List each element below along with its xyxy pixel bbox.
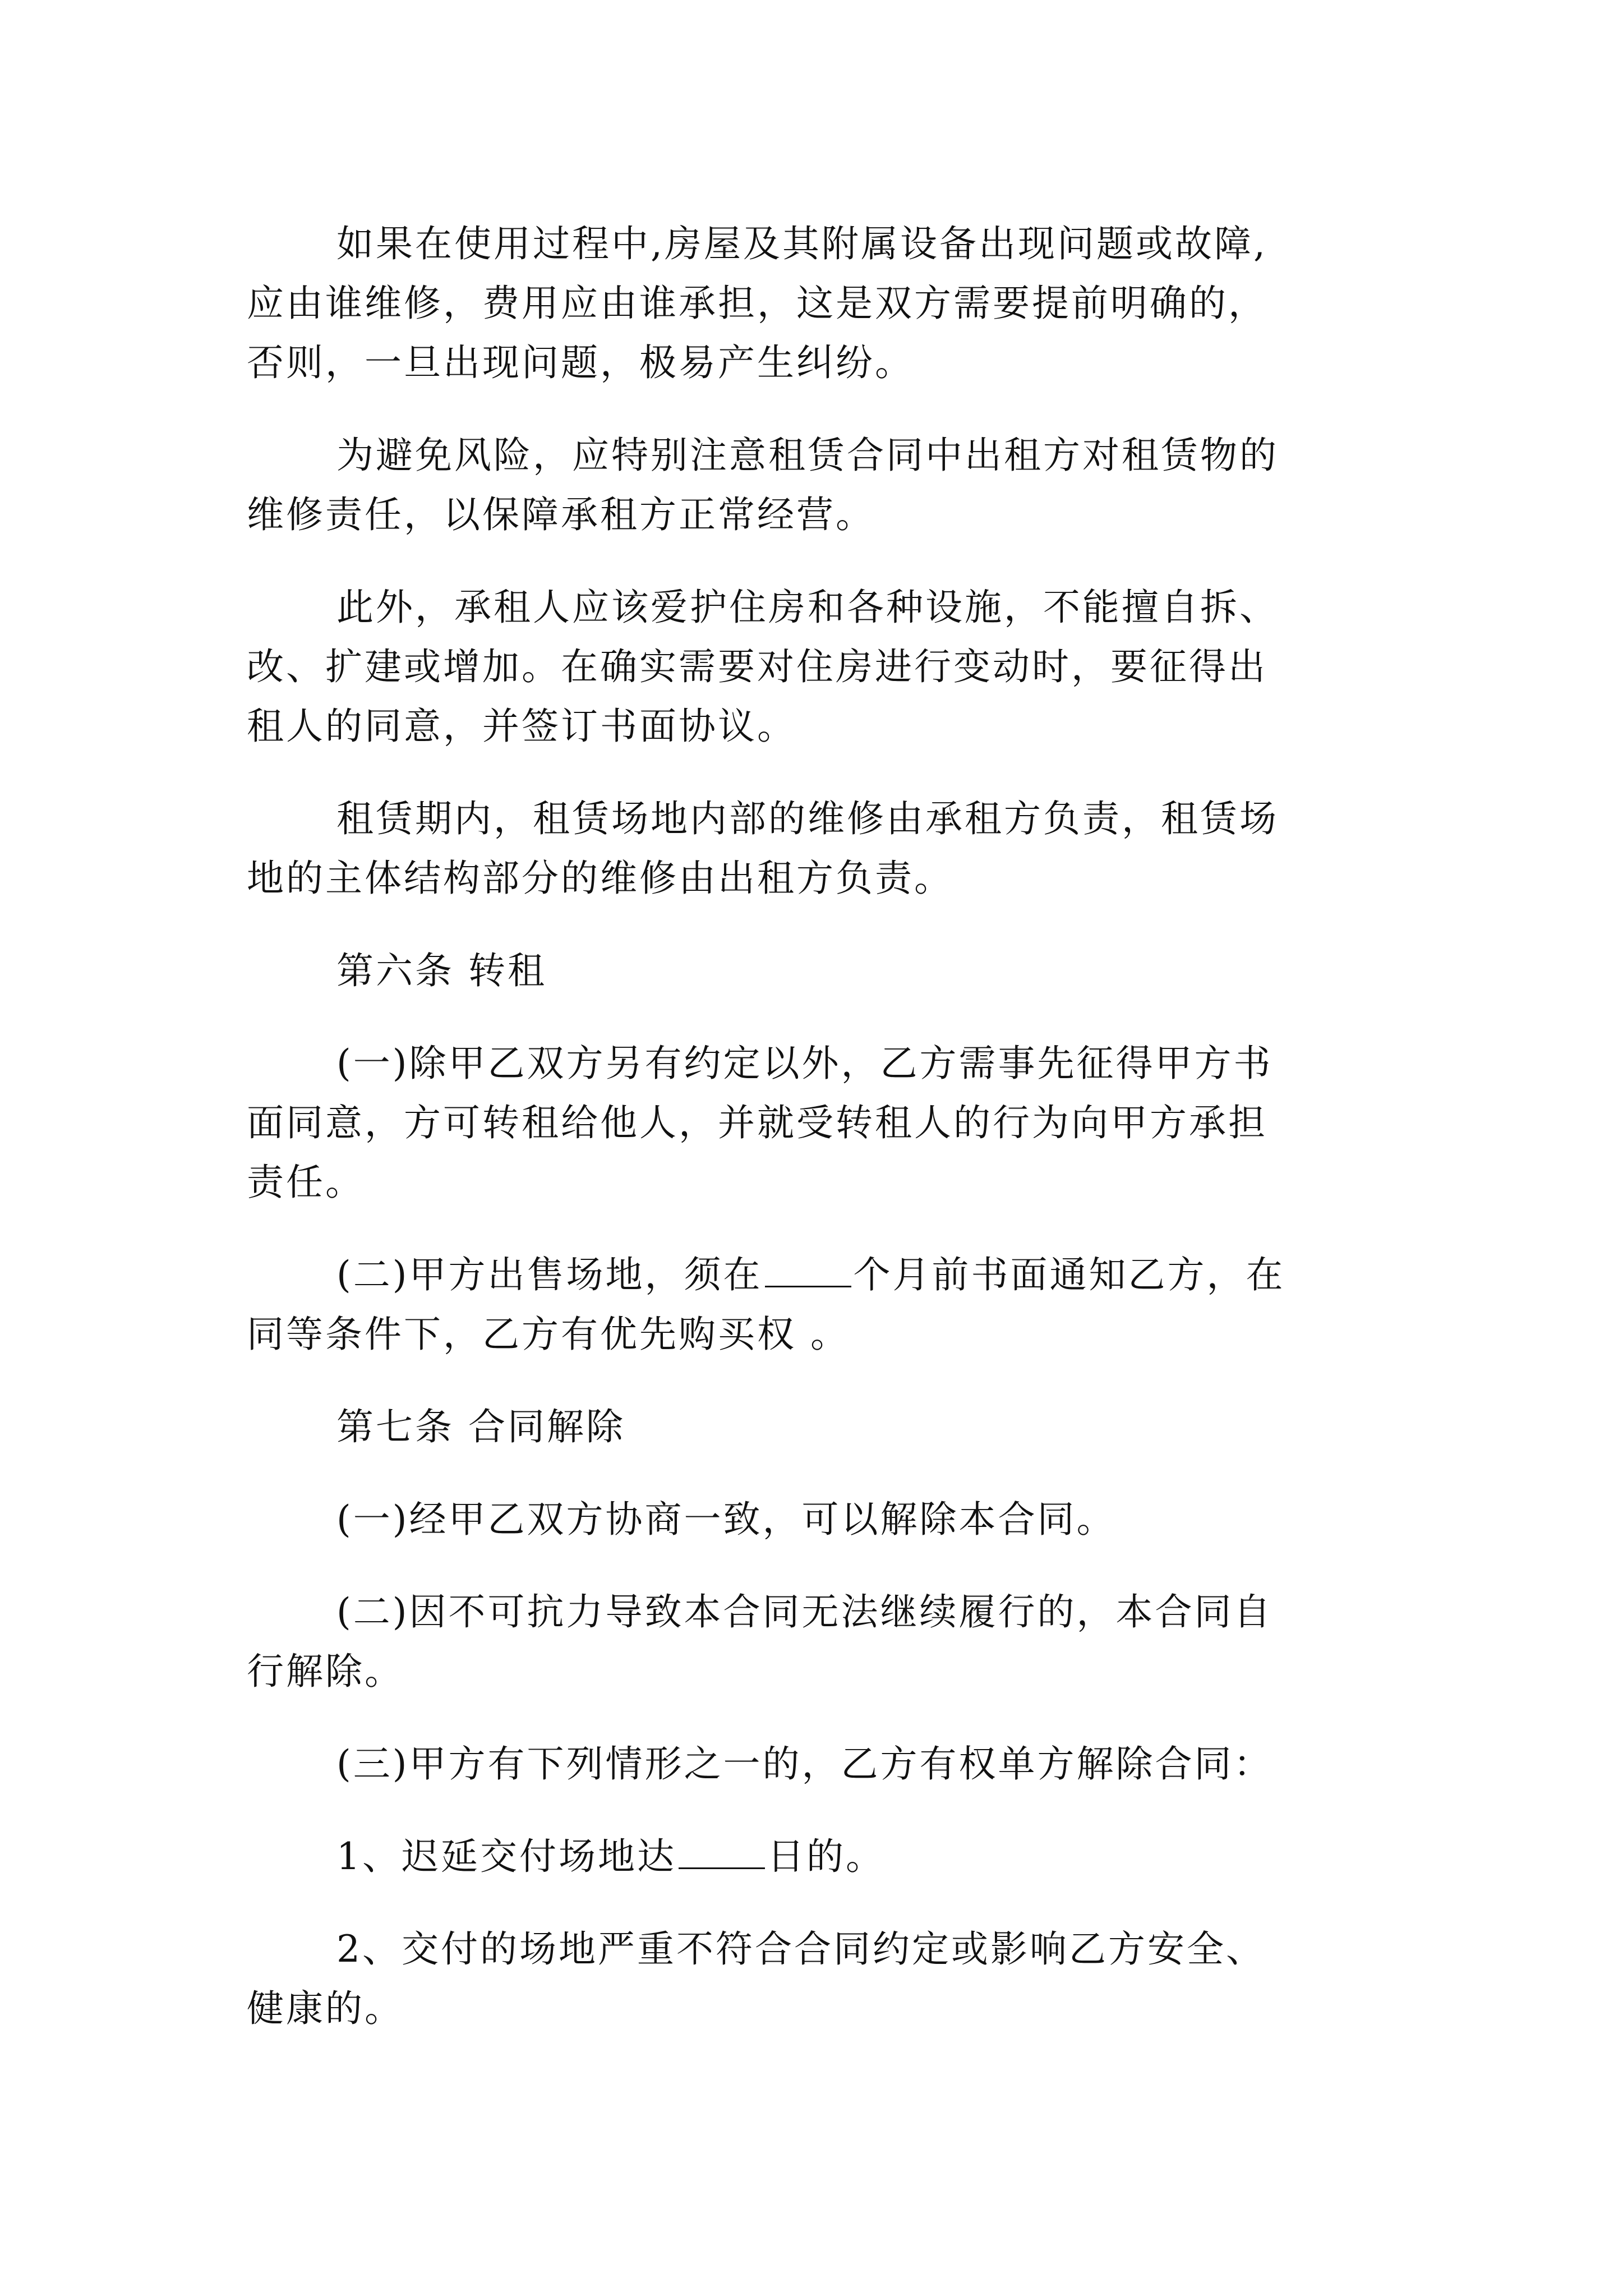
text-line: 地的主体结构部分的维修由出租方负责。 <box>247 857 953 900</box>
paragraph-gap <box>247 1001 1402 1034</box>
paragraph-gap <box>247 1794 1402 1827</box>
text-line: 面同意，方可转租给他人，并就受转租人的行为向甲方承担 <box>247 1101 1267 1144</box>
paragraph-gap <box>247 393 1402 426</box>
paragraph-risk-avoidance <box>247 426 1402 545</box>
text-line: 健康的。 <box>247 1987 404 2030</box>
text-segment: (二)甲方出售场地，须在 <box>336 1253 763 1296</box>
text-line: 否则，一旦出现问题，极易产生纠纷。 <box>247 341 914 384</box>
clause-sublease-consent <box>247 1034 1402 1212</box>
text-line: 责任。 <box>247 1161 365 1204</box>
paragraph-lease-period-maintenance <box>247 789 1402 908</box>
text-line: 租人的同意，并签订书面协议。 <box>247 705 796 748</box>
document-body <box>247 214 1402 2039</box>
text-segment: 日的。 <box>767 1835 885 1878</box>
article-six-heading <box>247 941 1402 1001</box>
paragraph-gap <box>247 545 1402 578</box>
clause-force-majeure <box>247 1582 1402 1701</box>
item-delayed-delivery <box>247 1827 1402 1887</box>
fill-in-blank <box>765 1283 851 1287</box>
fill-in-blank <box>679 1865 765 1869</box>
text-line: 如果在使用过程中,房屋及其附属设备出现问题或故障, <box>336 222 1267 265</box>
item-nonconforming-premises <box>247 1920 1402 2039</box>
text-line: 行解除。 <box>247 1650 404 1693</box>
text-line: 2、交付的场地严重不符合合同约定或影响乙方安全、 <box>336 1927 1265 1971</box>
paragraph-maintenance-responsibility <box>247 214 1402 393</box>
text-segment: 1、迟延交付场地达 <box>336 1835 676 1878</box>
text-line: (一)经甲乙双方协商一致，可以解除本合同。 <box>336 1498 1116 1541</box>
paragraph-gap <box>247 1457 1402 1490</box>
text-line: 此外，承租人应该爱护住房和各种设施，不能擅自拆、 <box>336 586 1279 629</box>
text-line: (二)因不可抗力导致本合同无法继续履行的，本合同自 <box>336 1590 1273 1634</box>
clause-tenant-termination-right <box>247 1734 1402 1794</box>
clause-mutual-termination <box>247 1490 1402 1549</box>
paragraph-tenant-care <box>247 578 1402 756</box>
text-line: 租赁期内，租赁场地内部的维修由承租方负责，租赁场 <box>336 797 1279 840</box>
text-line: 应由谁维修，费用应由谁承担，这是双方需要提前明确的， <box>247 282 1267 325</box>
text-line: 同等条件下，乙方有优先购买权 。 <box>247 1313 850 1356</box>
paragraph-gap <box>247 908 1402 941</box>
text-line <box>247 1827 1402 1887</box>
text-line: 维修责任，以保障承租方正常经营。 <box>247 493 875 536</box>
text-segment: 个月前书面通知乙方，在 <box>853 1253 1285 1296</box>
text-line <box>247 1245 1402 1305</box>
paragraph-gap <box>247 1549 1402 1582</box>
text-line: 改、扩建或增加。在确实需要对住房进行变动时，要征得出 <box>247 645 1267 688</box>
section-heading: 第六条 转租 <box>336 949 547 992</box>
text-line: 为避免风险，应特别注意租赁合同中出租方对租赁物的 <box>336 434 1279 477</box>
paragraph-gap <box>247 756 1402 789</box>
paragraph-gap <box>247 1887 1402 1920</box>
text-line: (一)除甲乙双方另有约定以外，乙方需事先征得甲方书 <box>336 1042 1273 1085</box>
paragraph-gap <box>247 1701 1402 1734</box>
section-heading: 第七条 合同解除 <box>336 1405 625 1448</box>
paragraph-gap <box>247 1212 1402 1245</box>
clause-sale-notice <box>247 1245 1402 1364</box>
article-seven-heading <box>247 1397 1402 1457</box>
text-line: (三)甲方有下列情形之一的，乙方有权单方解除合同： <box>336 1742 1273 1786</box>
paragraph-gap <box>247 1364 1402 1397</box>
